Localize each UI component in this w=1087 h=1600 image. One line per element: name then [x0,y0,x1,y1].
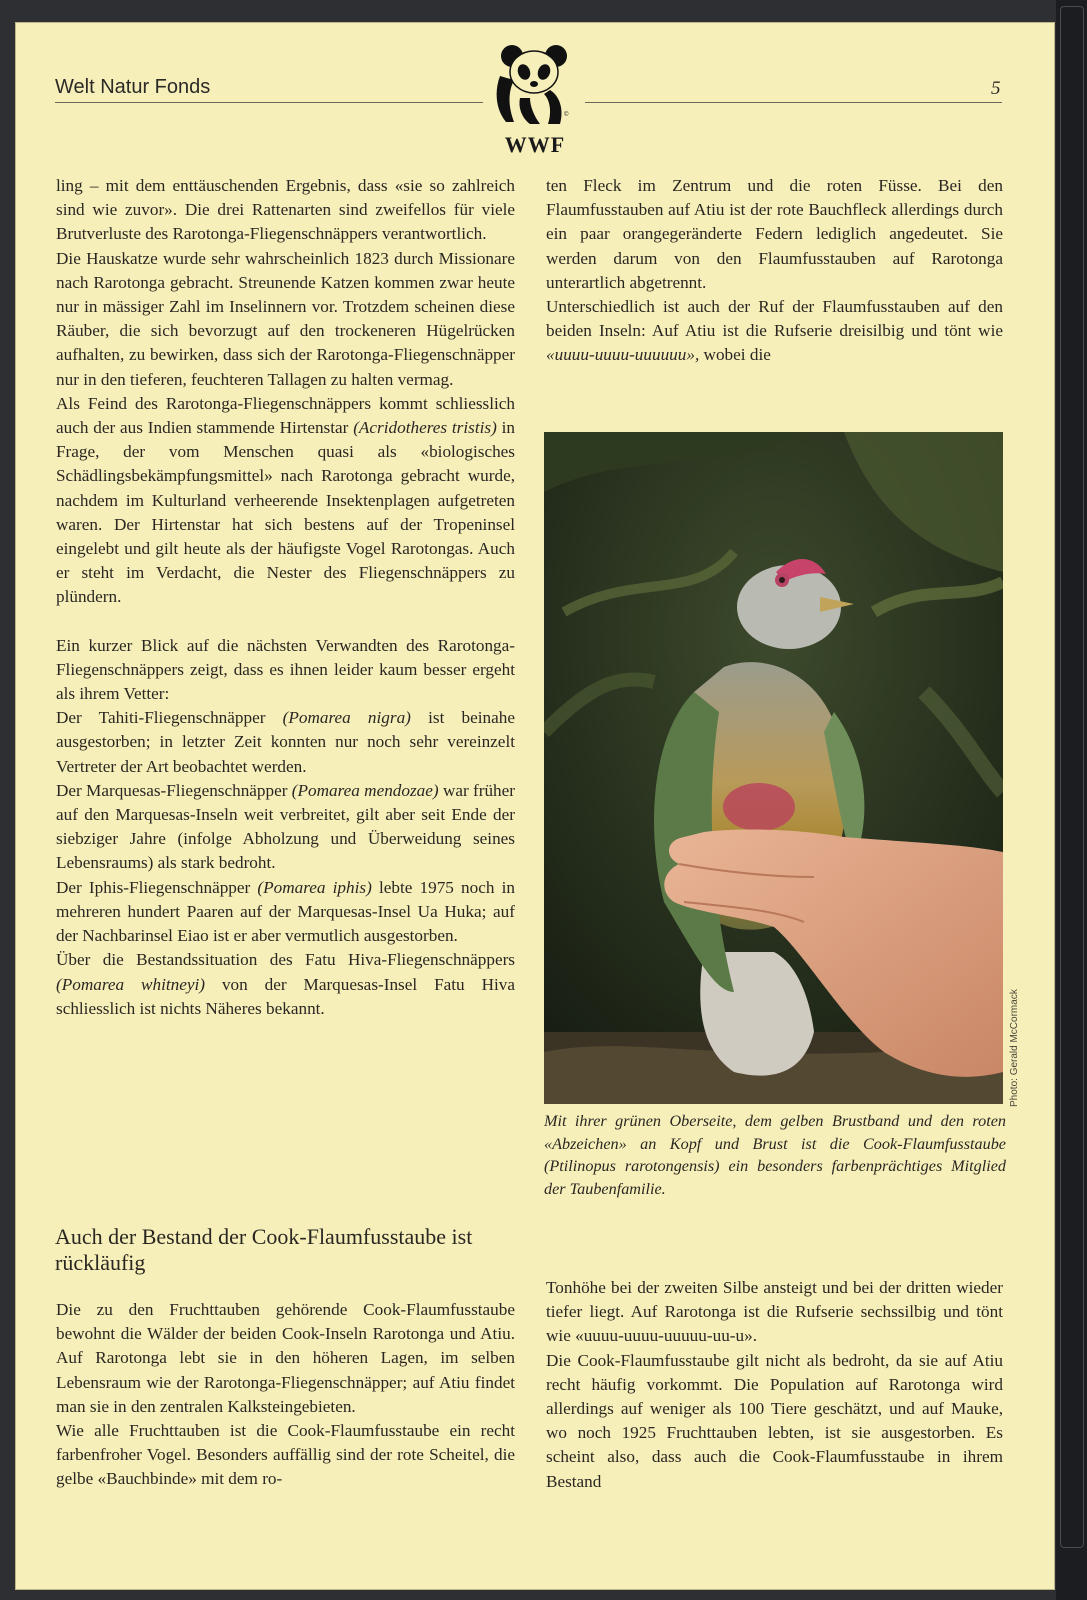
logo-text: WWF [504,132,566,157]
wwf-logo [490,36,580,156]
species-name: (Pomarea nigra) [282,708,411,728]
left-lower-column [56,1298,515,1492]
paragraph: Der Iphis-Fliegenschnäpper (Pomarea iphis) lebte 1975 noch in mehreren hundert Paaren auf der Marquesas-Insel Ua Huka; auf der Nachbarinsel Eiao ist er aber vermutlich ausgestorben. [56,877,515,946]
paragraph: ling – mit dem enttäuschenden Ergebnis, dass «sie so zahlreich sind wie zuvor». Die drei Rattenarten sind zweifellos für viele Brutverluste des Rarotonga-Fliegenschnäppers verantwortlich. [56,176,515,244]
document-page [15,22,1055,1590]
species-name: (Pomarea iphis) [257,877,372,897]
svg-text:©: © [564,112,569,118]
paragraph: Über die Bestandssituation des Fatu Hiva-Fliegenschnäppers (Pomarea whitneyi) von der Marquesas-Insel Fatu Hiva schliesslich ist nichts Näheres bekannt. [56,950,515,1018]
paragraph: Wie alle Fruchttauben ist die Cook-Flaumfusstaube ein recht farbenfroher Vogel. Besonders auffällig sind der rote Scheitel, die gelbe «Bauchbinde» mit dem ro- [56,1421,515,1489]
species-name: (Pomarea mendozae) [291,780,439,800]
paragraph: Als Feind des Rarotonga-Fliegenschnäppers kommt schliesslich auch der aus Indien stammende Hirtenstar (Acridotheres tristis) in Frage, der vom Menschen quasi als «biologisches Schädlingsbekämpfungsmittel» nach Rarotonga gebracht wurde, nachdem im Kulturland verheerende Insektenplagen aufgetreten waren. Der Hirtenstar hat sich bestens auf der Tropeninsel eingelebt und gilt heute als der häufigste Vogel Rarotongas. Auch er steht im Verdacht, die Nester des Fliegenschnäppers zu plündern. [56,393,515,607]
paragraph: Der Tahiti-Fliegenschnäpper (Pomarea nigra) ist beinahe ausgestorben; in letzter Zeit konnten nur noch sehr vereinzelt Vertreter der Art beobachtet werden. [56,708,515,776]
photo-caption: Mit ihrer grünen Oberseite, dem gelben Brustband und den roten «Abzeichen» an Kopf und Brust ist die Cook-Flaumfusstaube (Ptilinopus rarotongensis) ein besonders farbenprächtiges Mitglied der Taubenfamilie. [544,1112,1006,1198]
paragraph: Die zu den Fruchttauben gehörende Cook-Flaumfusstaube bewohnt die Wälder der beiden Cook-Inseln Rarotonga und Atiu. Auf Rarotonga lebt sie in den höheren Lagen, im selben Lebensraum wie der Rarotonga-Fliegenschnäpper; auf Atiu findet man sie in den zentralen Kalksteingebieten. [56,1300,515,1416]
section-heading: Auch der Bestand der Cook-Flaumfusstaube ist rückläufig [55,1224,473,1275]
photo-credit: Photo: Gerald McCormack [1009,989,1020,1107]
species-name: (Acridotheres tristis) [353,418,497,438]
paragraph: Die Cook-Flaumfusstaube gilt nicht als bedroht, da sie auf Atiu recht häufig vorkommt. Die Population auf Rarotonga wird allerdings auf weniger als 100 Tiere geschätzt, und auf Mauke, wo noch 1925 Fruchttauben lebten, ist sie ausgestorben. Es scheint also, dass auch die Cook-Flaumfusstaube in ihrem Bestand [546,1350,1003,1491]
paragraph: Die Hauskatze wurde sehr wahrscheinlich 1823 durch Missionare nach Rarotonga gebracht. Streunende Katzen kommen zwar heute nur in mässiger Zahl im Inselinnern vor. Trotzdem scheinen diese Räuber, die sich bevorzugt auf den trockeneren Hügelrücken aufhalten, zu bewirken, dass sich der Rarotonga-Fliegenschnäpper nur in den tieferen, feuchteren Tallagen zu halten vermag. [56,248,515,389]
paragraph: Unterschiedlich ist auch der Ruf der Flaumfusstauben auf den beiden Inseln: Auf Atiu ist die Rufserie dreisilbig und tönt wie «uuuu-uuuu-uuuuuu», wobei die [546,297,1003,365]
paragraph-gap [56,610,515,634]
header-rule-left [55,102,483,103]
left-column [56,174,515,1021]
paragraph: Der Marquesas-Fliegenschnäpper (Pomarea mendozae) war früher auf den Marquesas-Inseln weit verbreitet, gilt aber seit Ende der siebziger Jahre (infolge Abholzung und Überweidung seines Lebensraums) als stark bedroht. [56,780,515,873]
right-column [546,174,1003,368]
paragraph: Ein kurzer Blick auf die nächsten Verwandten des Rarotonga-Fliegenschnäppers zeigt, dass es ihnen leider kaum besser ergeht als ihrem Vetter: [56,635,515,704]
header-title: Welt Natur Fonds [55,76,211,98]
binder-sleeve [1060,6,1084,1548]
bird-photo [544,432,1003,1104]
paragraph: Tonhöhe bei der zweiten Silbe ansteigt und bei der dritten wieder tiefer liegt. Auf Rarotonga ist die Rufserie sechssilbig und tönt wie «uuuu-uuuu-uuuuu-uu-u». [546,1278,1003,1346]
header-rule-right [585,102,1002,103]
call-notation: «uuuu-uuuu-uuuuuu», [546,345,700,365]
right-lower-column [546,1276,1003,1494]
panda-icon [490,36,580,132]
page-number: 5 [991,78,1001,99]
paragraph: ten Fleck im Zentrum und die roten Füsse. Bei den Flaumfusstauben auf Atiu ist der rote Bauchfleck allerdings durch ein paar orangegeränderte Federn lediglich angedeutet. Sie werden darum von den Flaumfusstauben auf Rarotonga unterartlich abgetrennt. [546,176,1003,292]
fruit-dove-photo [544,432,1003,1104]
species-name: (Pomarea whitneyi) [56,974,205,994]
